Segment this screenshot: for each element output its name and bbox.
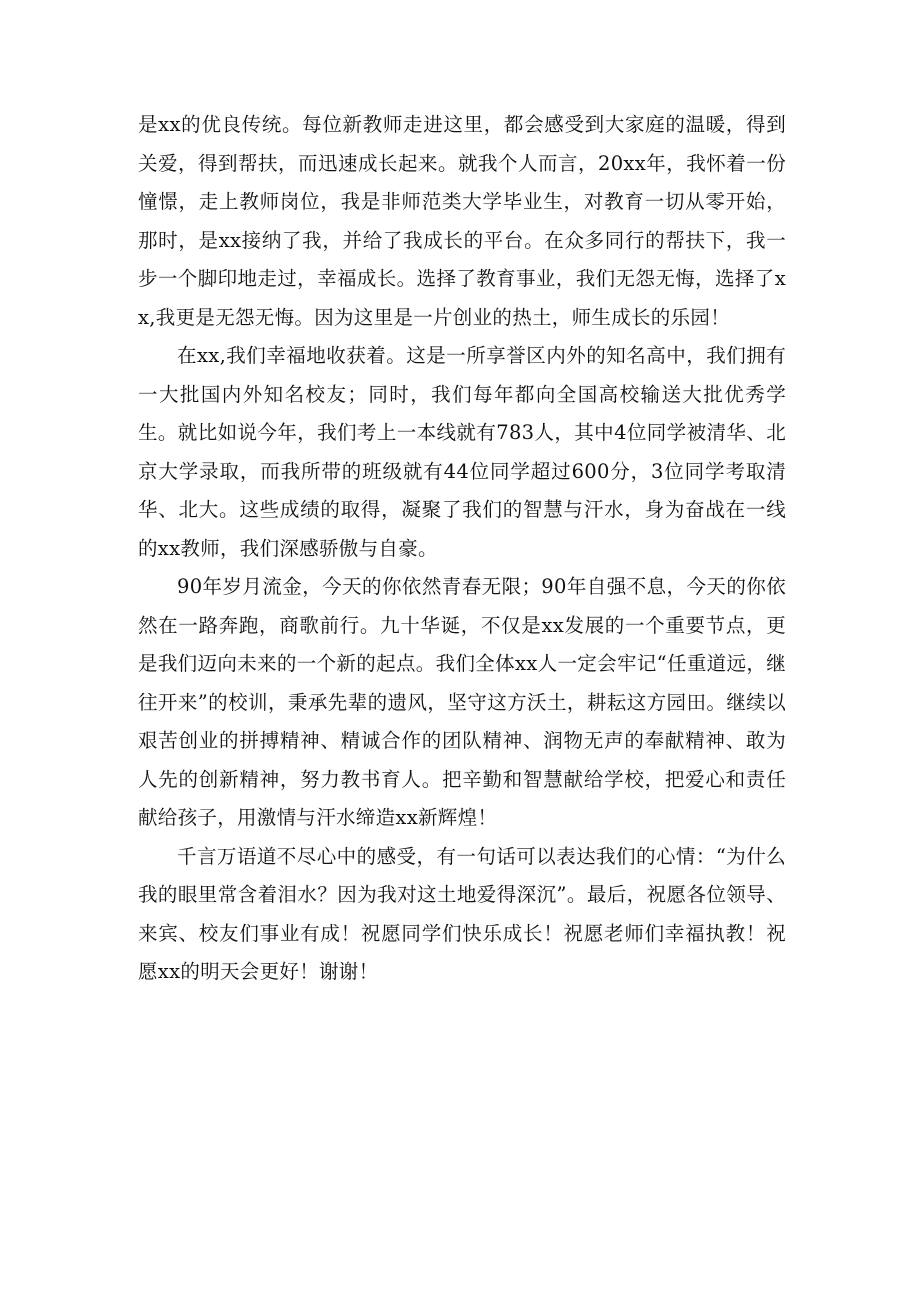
paragraph-4: 千言万语道不尽心中的感受，有一句话可以表达我们的心情：“为什么我的眼里常含着泪水？因为我对这土地爱得深沉”。最后，祝愿各位领导、来宾、校友们事业有成！祝愿同学们快乐成长！祝愿老师们幸福执教！祝愿xx的明天会更好！谢谢！ xyxy=(138,844,786,983)
paragraph-2: 在xx,我们幸福地收获着。这是一所享誉区内外的知名高中，我们拥有一大批国内外知名校友；同时，我们每年都向全国高校输送大批优秀学生。就比如说今年，我们考上一本线就有783人，其中4位同学被清华、北京大学录取，而我所带的班级就有44位同学超过600分，3位同学考取清华、北大。这些成绩的取得，凝聚了我们的智慧与汗水，身为奋战在一线的xx教师，我们深感骄傲与自豪。 xyxy=(138,344,786,560)
paragraph-1: 是xx的优良传统。每位新教师走进这里，都会感受到大家庭的温暖，得到关爱，得到帮扶，而迅速成长起来。就我个人而言，20xx年，我怀着一份憧憬，走上教师岗位，我是非师范类大学毕业生，对教育一切从零开始，那时，是xx接纳了我，并给了我成长的平台。在众多同行的帮扶下，我一步一个脚印地走过，幸福成长。选择了教育事业，我们无怨无悔，选择了xx,我更是无怨无悔。因为这里是一片创业的热土，师生成长的乐园！ xyxy=(138,113,786,329)
paragraph-3: 90年岁月流金，今天的你依然青春无限；90年自强不息，今天的你依然在一路奔跑，商歌前行。九十华诞，不仅是xx发展的一个重要节点，更是我们迈向未来的一个新的起点。我们全体xx人一定会牢记“任重道远，继往开来”的校训，秉承先辈的遗风，坚守这方沃土，耕耘这方园田。继续以艰苦创业的拼搏精神、精诚合作的团队精神、润物无声的奉献精神、敢为人先的创新精神，努力教书育人。把辛勤和智慧献给学校，把爱心和责任献给孩子，用激情与汗水缔造xx新辉煌！ xyxy=(138,575,786,829)
document-page xyxy=(138,106,786,992)
